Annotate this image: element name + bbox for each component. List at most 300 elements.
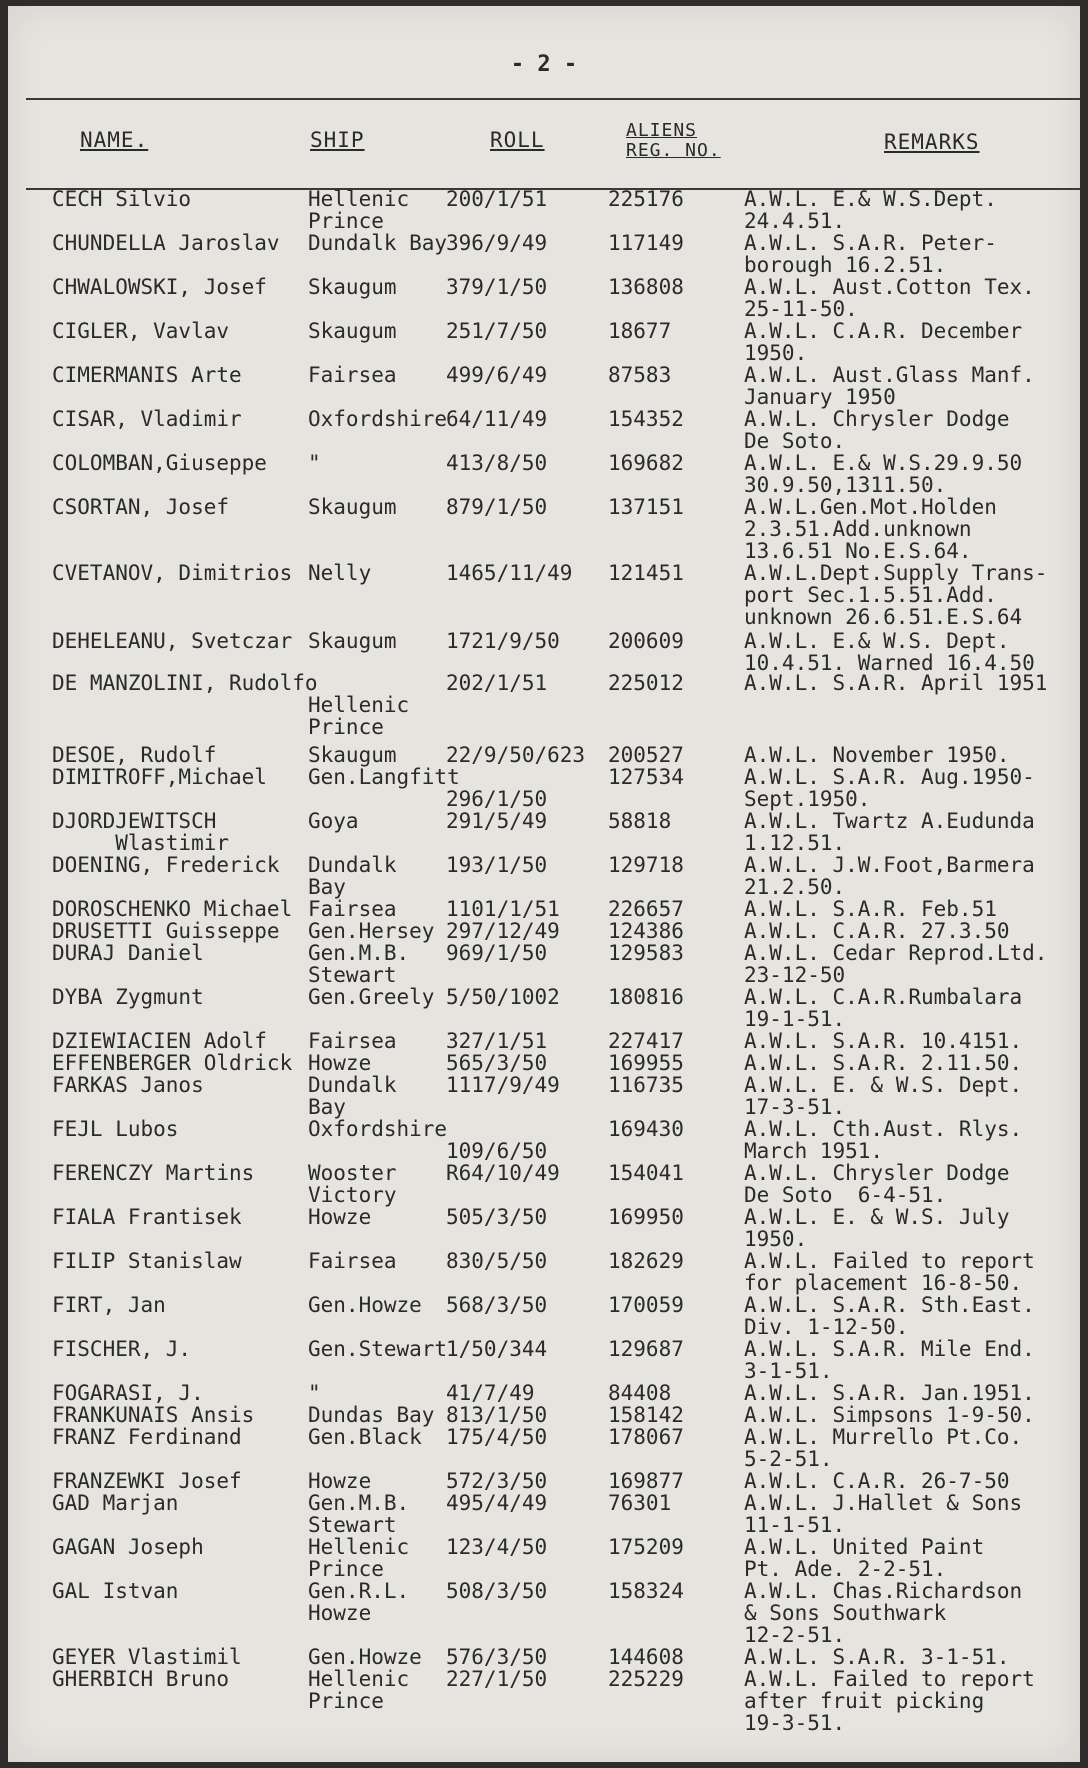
header-aliens: ALIENS (626, 120, 698, 141)
entry-name (52, 1118, 178, 1140)
entry-roll-line: R64/10/49 (446, 1161, 560, 1185)
entry-remarks-line: A.W.L. Murrello Pt.Co. (744, 1425, 1023, 1449)
entry-reg-no (608, 1404, 684, 1426)
entry-name-line: CHWALOWSKI, Josef (52, 275, 267, 299)
entry-name-line: FISCHER, J. (52, 1337, 192, 1361)
entry-name (52, 364, 242, 386)
entry-roll-line: 202/1/51 (446, 671, 548, 695)
entry-roll (446, 898, 560, 920)
entry-name (52, 1294, 166, 1316)
entry-ship (308, 672, 409, 738)
entry-remarks-line: A.W.L. Chas.Richardson (744, 1579, 1023, 1603)
entry-reg-no-line: 137151 (608, 495, 684, 519)
entry-roll-line: 175/4/50 (446, 1425, 548, 1449)
entry-remarks-line: 1.12.51. (744, 831, 846, 855)
entry-roll-line: 5/50/1002 (446, 985, 560, 1009)
entry-name-line: CECH Silvio (52, 187, 192, 211)
entry-ship (308, 1382, 321, 1404)
entry-remarks-line: 1950. (744, 341, 808, 365)
entry-reg-no (608, 1162, 684, 1184)
entry-ship (308, 1404, 434, 1426)
entry-ship (308, 1206, 371, 1228)
entry-reg-no (608, 1426, 684, 1448)
entry-reg-no (608, 672, 684, 694)
entry-remarks (744, 1052, 1022, 1074)
entry-name (52, 854, 280, 876)
entry-ship-line: Gen.Langfitt (308, 765, 460, 789)
entry-name (52, 1382, 204, 1404)
entry-name-line: DEHELEANU, Svetczar (52, 629, 293, 653)
entry-name-line: DZIEWIACIEN Adolf (52, 1029, 267, 1053)
entry-ship-line: Stewart (308, 1513, 397, 1537)
entry-roll (446, 496, 547, 518)
entry-roll-line: 1101/1/51 (446, 897, 560, 921)
entry-reg-no-line: 154041 (608, 1161, 684, 1185)
entry-remarks (744, 1338, 1035, 1382)
entry-remarks (744, 1250, 1035, 1294)
entry-remarks (744, 1074, 1022, 1118)
entry-ship (308, 496, 397, 518)
entry-reg-no-line: 144608 (608, 1645, 684, 1669)
entry-remarks (744, 854, 1035, 898)
entry-ship-line: Howze (308, 1601, 372, 1625)
entry-ship (308, 1536, 409, 1580)
entry-remarks-line: after fruit picking (744, 1689, 985, 1713)
entry-remarks (744, 188, 997, 232)
entry-remarks-line: March 1951. (744, 1139, 884, 1163)
entry-name-line: FIALA Frantisek (52, 1205, 242, 1229)
entry-reg-no-line: 180816 (608, 985, 684, 1009)
entry-ship (308, 1074, 397, 1118)
entry-ship-line: Hellenic (308, 693, 410, 717)
entry-remarks-line: A.W.L.Gen.Mot.Holden (744, 495, 997, 519)
entry-name-line: EFFENBERGER Oldrick (52, 1051, 293, 1075)
entry-remarks (744, 986, 1022, 1030)
entry-remarks-line: A.W.L. J.W.Foot,Barmera (744, 853, 1035, 877)
header-remarks: REMARKS (884, 130, 980, 154)
entry-reg-no (608, 1118, 684, 1140)
entry-reg-no-line: 169430 (608, 1117, 684, 1141)
entry-roll (446, 1470, 547, 1492)
entry-remarks-line: Div. 1-12-50. (744, 1315, 909, 1339)
entry-remarks (744, 1580, 1022, 1646)
entry-ship-line: Fairsea (308, 363, 397, 387)
entry-roll (446, 364, 547, 386)
entry-remarks-line: A.W.L. Chrysler Dodge (744, 1161, 1010, 1185)
entry-remarks-line: A.W.L. C.A.R. 26-7-50 (744, 1469, 1010, 1493)
entry-name-line: GAL Istvan (52, 1579, 179, 1603)
entry-roll-line (446, 1118, 547, 1140)
entry-remarks (744, 1382, 1035, 1404)
entry-name-line: DURAJ Daniel (52, 941, 204, 965)
entry-ship-line (308, 672, 409, 694)
entry-remarks (744, 1404, 1035, 1426)
entry-name (52, 920, 280, 942)
entry-roll (446, 1382, 535, 1404)
entry-roll (446, 854, 547, 876)
header-top-rule (26, 98, 1080, 100)
entry-remarks-line: A.W.L. C.A.R.Rumbalara (744, 985, 1023, 1009)
entry-roll-line: 969/1/50 (446, 941, 548, 965)
entry-remarks (744, 1206, 1010, 1250)
header-ship: SHIP (310, 128, 365, 152)
entry-remarks-line: A.W.L. E.& W.S.Dept. (744, 187, 997, 211)
entry-reg-no-line: 227417 (608, 1029, 684, 1053)
entry-ship-line: Victory (308, 1183, 397, 1207)
entry-ship-line: " (308, 451, 321, 475)
entry-roll-line: 297/12/49 (446, 919, 560, 943)
entry-reg-no-line: 129687 (608, 1337, 684, 1361)
entry-name-line: GAD Marjan (52, 1491, 179, 1515)
entry-name (52, 1250, 242, 1272)
entry-roll (446, 1404, 547, 1426)
entry-roll (446, 1052, 547, 1074)
entry-remarks-line: A.W.L. Twartz A.Eudunda (744, 809, 1035, 833)
entry-remarks (744, 766, 1035, 810)
entry-remarks-line: 11-1-51. (744, 1513, 846, 1537)
entry-remarks (744, 898, 997, 920)
entry-roll-line: 22/9/50/623 (446, 743, 586, 767)
entry-reg-no-line: 121451 (608, 561, 684, 585)
entry-remarks-line: 17-3-51. (744, 1095, 846, 1119)
entry-remarks-line: 23-12-50 (744, 963, 846, 987)
entry-ship-line: Goya (308, 809, 359, 833)
entry-remarks-line: Sept.1950. (744, 787, 871, 811)
entry-roll (446, 1206, 547, 1228)
entry-remarks-line: 19-3-51. (744, 1711, 846, 1735)
entry-ship-line: Howze (308, 1469, 372, 1493)
entry-name (52, 1580, 178, 1602)
entry-reg-no (608, 1294, 684, 1316)
entry-roll (446, 1646, 547, 1668)
entry-name (52, 452, 267, 474)
entry-roll-line: 396/9/49 (446, 231, 548, 255)
entry-remarks-line: unknown 26.6.51.E.S.64 (744, 605, 1023, 629)
entry-reg-no (608, 1646, 684, 1668)
entry-name-line: Wlastimir (52, 831, 230, 855)
entry-ship-line: Gen.Greely (308, 985, 435, 1009)
entry-roll (446, 942, 547, 964)
entry-reg-no (608, 1030, 684, 1052)
entry-roll (446, 1536, 547, 1558)
entry-remarks-line: A.W.L. Aust.Cotton Tex. (744, 275, 1035, 299)
entry-remarks-line: 24.4.51. (744, 209, 846, 233)
entry-name (52, 630, 292, 652)
entry-name (52, 1536, 204, 1558)
entry-ship-line: Howze (308, 1205, 372, 1229)
entry-remarks-line: De Soto. (744, 429, 846, 453)
entry-reg-no (608, 1206, 684, 1228)
entry-ship (308, 562, 371, 584)
entry-name-line: CISAR, Vladimir (52, 407, 242, 431)
entry-remarks-line: A.W.L. S.A.R. 2.11.50. (744, 1051, 1023, 1075)
entry-reg-no-line: 225229 (608, 1667, 684, 1691)
entry-ship (308, 942, 409, 986)
entry-ship (308, 364, 397, 386)
entry-roll (446, 452, 547, 474)
entry-name (52, 320, 229, 342)
entry-roll-line: 568/3/50 (446, 1293, 548, 1317)
entry-ship-line: Gen.M.B. (308, 1491, 410, 1515)
entry-ship-line: Prince (308, 1557, 384, 1581)
entry-ship-line: Dundalk (308, 1073, 397, 1097)
entry-roll (446, 766, 547, 810)
entry-name-line: DIMITROFF,Michael (52, 765, 267, 789)
entry-remarks-line: for placement 16-8-50. (744, 1271, 1023, 1295)
entry-remarks-line: A.W.L. E. & W.S. July (744, 1205, 1010, 1229)
entry-reg-no (608, 1470, 684, 1492)
entry-name-line: DOROSCHENKO Michael (52, 897, 293, 921)
entry-name (52, 1206, 242, 1228)
entry-roll-line: 251/7/50 (446, 319, 548, 343)
entry-reg-no (608, 1382, 671, 1404)
entry-name (52, 496, 229, 518)
entry-roll-line: 200/1/51 (446, 187, 548, 211)
entry-reg-no-line: 124386 (608, 919, 684, 943)
entry-remarks (744, 496, 997, 562)
entry-ship (308, 320, 397, 342)
entry-ship (308, 276, 397, 298)
entry-reg-no-line: 136808 (608, 275, 684, 299)
entry-ship (308, 744, 397, 766)
entry-roll (446, 562, 572, 584)
entry-reg-no-line: 178067 (608, 1425, 684, 1449)
entry-roll (446, 1118, 547, 1162)
entry-reg-no-line: 182629 (608, 1249, 684, 1273)
entry-ship-line: Skaugum (308, 275, 397, 299)
entry-remarks-line: A.W.L. S.A.R. 3-1-51. (744, 1645, 1010, 1669)
entry-remarks-line: De Soto 6-4-51. (744, 1183, 947, 1207)
entry-reg-no-line: 158142 (608, 1403, 684, 1427)
entry-remarks-line: A.W.L. C.A.R. 27.3.50 (744, 919, 1010, 943)
entry-reg-no (608, 630, 684, 652)
entry-ship (308, 898, 397, 920)
entry-reg-no-line: 158324 (608, 1579, 684, 1603)
entry-remarks-line: port Sec.1.5.51.Add. (744, 583, 997, 607)
entry-ship (308, 854, 397, 898)
entry-roll (446, 1074, 560, 1096)
entry-name-line: DYBA Zygmunt (52, 985, 204, 1009)
entry-roll-line: 830/5/50 (446, 1249, 548, 1273)
entry-reg-no-line: 170059 (608, 1293, 684, 1317)
entry-roll (446, 1338, 547, 1360)
entry-ship-line: Bay (308, 1095, 346, 1119)
entry-roll-line: 379/1/50 (446, 275, 548, 299)
entry-name (52, 672, 318, 694)
entry-reg-no-line: 129583 (608, 941, 684, 965)
entry-reg-no-line: 225176 (608, 187, 684, 211)
entry-roll-line: 505/3/50 (446, 1205, 548, 1229)
entry-reg-no (608, 1250, 684, 1272)
entry-name-line: FOGARASI, J. (52, 1381, 204, 1405)
entry-name (52, 1074, 204, 1096)
entry-ship (308, 1294, 422, 1316)
entry-ship (308, 1162, 397, 1206)
entry-ship (308, 986, 434, 1008)
entry-reg-no (608, 854, 684, 876)
entry-reg-no-line: 175209 (608, 1535, 684, 1559)
entry-remarks (744, 672, 1047, 694)
entry-ship-line: Dundas Bay (308, 1403, 435, 1427)
entry-reg-no-line: 117149 (608, 231, 684, 255)
entry-ship-line: Fairsea (308, 1249, 397, 1273)
entry-roll-line: 41/7/49 (446, 1381, 535, 1405)
entry-ship-line: Hellenic (308, 1667, 410, 1691)
entry-reg-no (608, 810, 671, 832)
entry-ship-line: Bay (308, 875, 346, 899)
entry-ship (308, 408, 447, 430)
entry-name-line: FILIP Stanislaw (52, 1249, 242, 1273)
entry-name-line: FERENCZY Martins (52, 1161, 255, 1185)
entry-reg-no (608, 276, 684, 298)
entry-roll (446, 1426, 547, 1448)
entry-reg-no (608, 408, 684, 430)
entry-reg-no-line: 76301 (608, 1491, 672, 1515)
entry-remarks-line: A.W.L. C.A.R. December (744, 319, 1023, 343)
entry-roll (446, 188, 547, 210)
entry-name-line: FIRT, Jan (52, 1293, 166, 1317)
entry-ship-line: Hellenic (308, 1535, 410, 1559)
entry-roll-line: 296/1/50 (446, 787, 548, 811)
entry-remarks (744, 232, 997, 276)
entry-roll (446, 630, 560, 652)
entry-remarks-line: A.W.L. S.A.R. Mile End. (744, 1337, 1035, 1361)
entry-name (52, 408, 242, 430)
entry-roll (446, 232, 547, 254)
entry-ship-line: Oxfordshire (308, 407, 448, 431)
entry-name-line: DOENING, Frederick (52, 853, 280, 877)
entry-name (52, 942, 204, 964)
entry-reg-no (608, 188, 684, 210)
entry-remarks-line: A.W.L. Chrysler Dodge (744, 407, 1010, 431)
entry-remarks (744, 364, 1035, 408)
entry-remarks-line: A.W.L. S.A.R. Sth.East. (744, 1293, 1035, 1317)
entry-name-line: FRANKUNAIS Ansis (52, 1403, 255, 1427)
entry-remarks (744, 810, 1035, 854)
entry-name-line: CSORTAN, Josef (52, 495, 230, 519)
entry-reg-no-line: 169682 (608, 451, 684, 475)
entry-name-line: GHERBICH Bruno (52, 1667, 230, 1691)
entry-remarks (744, 562, 1047, 628)
entry-remarks-line: A.W.L. S.A.R. Peter- (744, 231, 997, 255)
entry-ship-line: Skaugum (308, 629, 397, 653)
entry-name (52, 986, 204, 1008)
entry-ship (308, 1668, 409, 1712)
entry-name (52, 562, 292, 584)
entry-roll (446, 1668, 547, 1690)
entry-ship-line: Gen.Howze (308, 1645, 422, 1669)
entry-name-line: FRANZEWKI Josef (52, 1469, 242, 1493)
entry-roll (446, 672, 547, 694)
entry-reg-no-line: 154352 (608, 407, 684, 431)
entry-ship-line: Fairsea (308, 897, 397, 921)
entry-roll-line (446, 766, 547, 788)
entry-roll-line: 291/5/49 (446, 809, 548, 833)
entry-ship (308, 1250, 397, 1272)
entry-ship (308, 1470, 371, 1492)
entry-roll-line: 1721/9/50 (446, 629, 560, 653)
entry-remarks (744, 452, 1022, 496)
entry-reg-no-line: 87583 (608, 363, 672, 387)
entry-roll-line: 879/1/50 (446, 495, 548, 519)
entry-ship (308, 920, 434, 942)
entry-reg-no (608, 744, 684, 766)
entry-ship-line: Prince (308, 1689, 384, 1713)
entry-ship-line: Dundalk Bay (308, 231, 448, 255)
entry-reg-no-line: 58818 (608, 809, 672, 833)
entry-remarks-line: 13.6.51 No.E.S.64. (744, 539, 972, 563)
entry-ship-line: Skaugum (308, 495, 397, 519)
entry-remarks-line: January 1950 (744, 385, 896, 409)
entry-reg-no (608, 1580, 684, 1602)
entry-reg-no (608, 364, 671, 386)
entry-reg-no (608, 1052, 684, 1074)
entry-reg-no-line: 84408 (608, 1381, 672, 1405)
entry-remarks-line: borough 16.2.51. (744, 253, 947, 277)
entry-reg-no-line: 169955 (608, 1051, 684, 1075)
entry-ship-line: Stewart (308, 963, 397, 987)
entry-name (52, 744, 216, 766)
entry-remarks-line: A.W.L. November 1950. (744, 743, 1010, 767)
entry-remarks (744, 1294, 1035, 1338)
entry-reg-no-line: 169877 (608, 1469, 684, 1493)
entry-remarks-line: A.W.L.Dept.Supply Trans- (744, 561, 1048, 585)
entry-name (52, 1052, 292, 1074)
entry-roll-line: 1117/9/49 (446, 1073, 560, 1097)
entry-remarks-line: 12-2-51. (744, 1623, 846, 1647)
entry-name (52, 276, 267, 298)
entry-remarks-line: 3-1-51. (744, 1359, 833, 1383)
entry-remarks (744, 408, 1010, 452)
entry-roll (446, 1294, 547, 1316)
entry-name-line: FARKAS Janos (52, 1073, 204, 1097)
entry-remarks-line: A.W.L. S.A.R. Jan.1951. (744, 1381, 1035, 1405)
entry-ship (308, 1338, 447, 1360)
entry-name-line: GEYER Vlastimil (52, 1645, 242, 1669)
entry-remarks-line: A.W.L. United Paint (744, 1535, 985, 1559)
entry-reg-no (608, 1668, 684, 1690)
entry-roll (446, 810, 547, 832)
entry-name-line: DJORDJEWITSCH (52, 809, 217, 833)
entry-remarks-line: & Sons Southwark (744, 1601, 947, 1625)
entry-roll-line: 123/4/50 (446, 1535, 548, 1559)
entry-remarks-line: 10.4.51. Warned 16.4.50 (744, 651, 1035, 675)
entry-remarks-line: A.W.L. E.& W.S. Dept. (744, 629, 1010, 653)
entry-remarks (744, 920, 1010, 942)
entry-name (52, 810, 229, 854)
entry-name (52, 232, 280, 254)
entry-name (52, 1668, 229, 1690)
entry-ship-line: Dundalk (308, 853, 397, 877)
entry-remarks-line: 5-2-51. (744, 1447, 833, 1471)
entry-remarks (744, 276, 1035, 320)
entry-name-line: DRUSETTI Guisseppe (52, 919, 280, 943)
entry-ship (308, 452, 321, 474)
entry-remarks-line: 1950. (744, 1227, 808, 1251)
entry-roll (446, 1250, 547, 1272)
entry-ship-line: " (308, 1381, 321, 1405)
entry-roll (446, 986, 560, 1008)
entry-ship (308, 1580, 409, 1624)
entry-remarks-line: A.W.L. E.& W.S.29.9.50 (744, 451, 1023, 475)
entry-remarks (744, 1668, 1035, 1734)
entry-name-line: CIGLER, Vavlav (52, 319, 230, 343)
entry-remarks-line: A.W.L. J.Hallet & Sons (744, 1491, 1023, 1515)
entry-roll-line: 508/3/50 (446, 1579, 548, 1603)
entry-reg-no-line: 225012 (608, 671, 684, 695)
entry-ship-line: Oxfordshire (308, 1117, 448, 1141)
entry-roll (446, 320, 547, 342)
